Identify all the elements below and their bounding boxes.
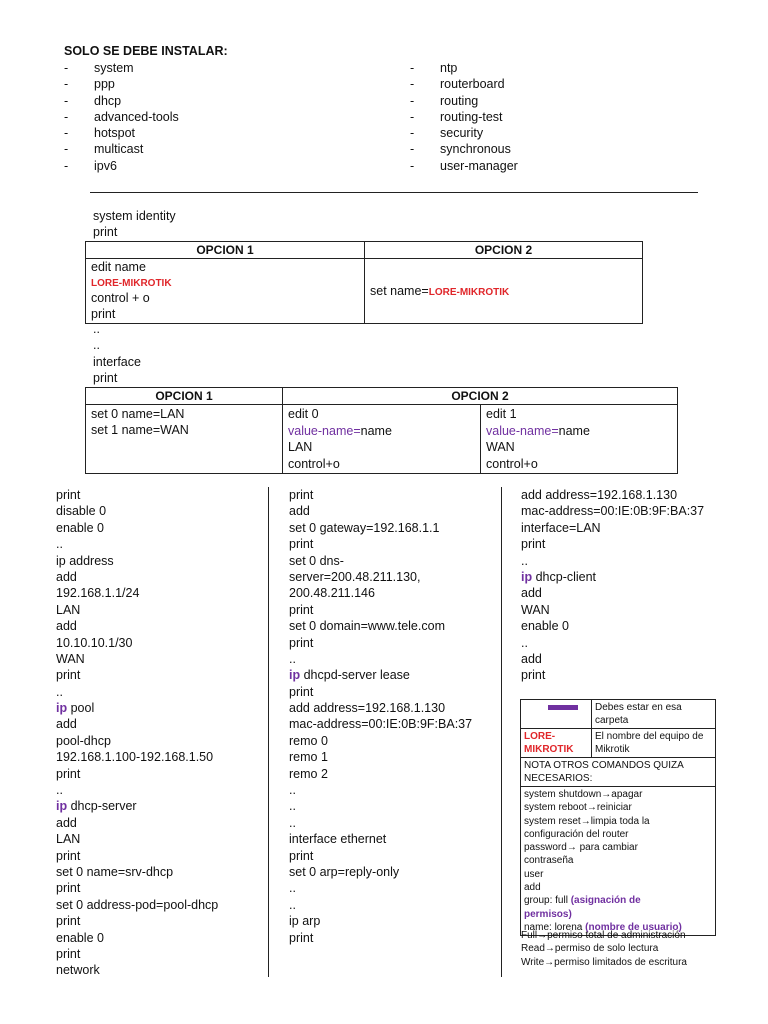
- package-item: - multicast: [64, 142, 144, 157]
- cell-line: control + o: [91, 291, 150, 305]
- command-line: [56, 700, 218, 716]
- command-line: ..: [521, 553, 528, 568]
- command-text: dhcp-client: [532, 569, 597, 584]
- table-header: OPCION 2: [283, 388, 678, 405]
- command-line: mac-address=00:IE:0B:9F:BA:37: [521, 504, 705, 519]
- package-item: - security: [410, 126, 484, 141]
- command-line: print: [56, 766, 81, 781]
- command-line: set 0 arp=reply-only: [289, 864, 400, 879]
- command-line: add address=192.168.1.130: [521, 488, 678, 502]
- command-line: ..: [93, 322, 100, 336]
- command-line: print: [521, 537, 546, 552]
- command-line: add: [521, 651, 542, 666]
- command-line: print: [93, 225, 118, 240]
- command-line: interface ethernet: [289, 832, 387, 847]
- command-line: add: [56, 815, 77, 830]
- notes-table: [520, 699, 716, 936]
- permission-line: Write→permiso limitados de escritura: [521, 956, 687, 968]
- command-line: enable 0: [521, 619, 569, 634]
- device-name-label: LORE-MIKROTIK: [428, 287, 510, 298]
- command-line: print: [56, 668, 81, 683]
- command-line: print: [289, 635, 314, 650]
- command-line: ..: [521, 635, 528, 650]
- command-line: set 0 gateway=192.168.1.1: [289, 520, 440, 535]
- package-item: - routerboard: [410, 77, 505, 92]
- command-line: ip arp: [289, 914, 321, 929]
- note-line: permisos): [524, 908, 572, 920]
- command-line: [521, 569, 704, 585]
- command-line: mac-address=00:IE:0B:9F:BA:37: [289, 717, 473, 732]
- package-item: - synchronous: [410, 142, 511, 157]
- cell-line: set 0 name=LAN: [91, 407, 185, 421]
- command-line: add: [521, 586, 542, 601]
- arrow-icon: →: [566, 842, 577, 854]
- command-line: system identity: [93, 209, 176, 223]
- arrow-icon: →: [580, 815, 591, 827]
- cell-line: value-name=name: [486, 423, 590, 438]
- options-table-identity: [85, 241, 643, 324]
- page-heading: SOLO SE DEBE INSTALAR:: [64, 44, 228, 58]
- note-line: user: [524, 868, 544, 880]
- command-line: 192.168.1.1/24: [56, 586, 140, 601]
- command-line: enable 0: [56, 930, 104, 945]
- command-column-3: [521, 487, 704, 684]
- arrow-icon: →: [537, 930, 548, 941]
- command-line: print: [56, 488, 81, 502]
- command-column-2: [289, 487, 472, 946]
- device-name-label: LORE-MIKROTIK: [91, 277, 172, 289]
- permission-line: Full→permiso total de administración: [521, 930, 686, 941]
- command-line: set 0 dns-: [289, 553, 344, 568]
- column-divider: [501, 487, 502, 977]
- command-line: ip address: [56, 553, 114, 568]
- note-line: password→ para cambiar: [524, 842, 638, 854]
- ip-keyword: ip: [289, 668, 301, 683]
- command-line: ..: [56, 537, 63, 552]
- note-line: add: [524, 882, 541, 894]
- command-line: enable 0: [56, 520, 104, 535]
- table-header: OPCION 1: [86, 242, 365, 259]
- command-text: pool: [67, 701, 95, 716]
- command-line: disable 0: [56, 504, 107, 519]
- command-line: add address=192.168.1.130: [289, 701, 446, 716]
- purple-swatch: [548, 705, 578, 710]
- cell-line: LAN: [288, 440, 313, 454]
- package-item: - routing-test: [410, 109, 503, 124]
- table-cell-option2b: [481, 405, 678, 474]
- cell-line: edit name: [91, 260, 146, 274]
- table-cell-option2a: [283, 405, 481, 474]
- column-divider: [268, 487, 269, 977]
- command-text: dhcp-server: [67, 799, 137, 814]
- command-line: print: [56, 914, 81, 929]
- command-line: 10.10.10.1/30: [56, 635, 133, 650]
- legend-swatch-cell: [521, 700, 592, 729]
- cell-line: set 1 name=WAN: [91, 423, 189, 437]
- notes-commands: [521, 787, 716, 936]
- table-cell-option1: [86, 259, 365, 324]
- command-line: add: [56, 717, 77, 732]
- note-line: system reboot→reiniciar: [524, 802, 632, 814]
- note-line: system shutdown→apagar: [524, 789, 643, 800]
- command-line: [56, 798, 218, 814]
- command-line: add: [56, 619, 77, 634]
- command-column-1: [56, 487, 218, 979]
- notes-header: NOTA OTROS COMANDOS QUIZA NECESARIOS:: [521, 758, 716, 787]
- cell-text: set name=: [370, 284, 429, 298]
- table-header: OPCION 1: [86, 388, 283, 405]
- command-line: 192.168.1.100-192.168.1.50: [56, 750, 214, 765]
- command-line: ..: [289, 881, 296, 896]
- command-line: print: [93, 371, 118, 386]
- command-line: server=200.48.211.130,: [289, 569, 421, 584]
- package-item: - advanced-tools: [64, 109, 179, 124]
- package-item: - user-manager: [410, 158, 518, 173]
- cell-line: print: [91, 306, 116, 321]
- arrow-icon: →: [586, 802, 597, 814]
- cell-line: edit 1: [486, 407, 517, 421]
- command-line: print: [289, 602, 314, 617]
- section-system-identity: [93, 208, 176, 241]
- command-line: print: [289, 930, 314, 945]
- command-line: pool-dhcp: [56, 733, 111, 748]
- note-line: name: lorena (nombre de usuario): [524, 921, 682, 933]
- command-line: network: [56, 963, 100, 978]
- table-cell-option2: [365, 259, 643, 324]
- command-line: print: [56, 946, 81, 961]
- command-line: set 0 address-pod=pool-dhcp: [56, 897, 219, 912]
- note-line: system reset→limpia toda la: [524, 815, 650, 827]
- command-line: set 0 name=srv-dhcp: [56, 864, 174, 879]
- ip-keyword: ip: [56, 799, 68, 814]
- command-line: print: [289, 488, 314, 502]
- command-line: print: [56, 881, 81, 896]
- legend-label: LORE-MIKROTIK: [521, 729, 592, 758]
- cell-line: control+o: [288, 456, 340, 471]
- package-list-right: [410, 60, 518, 174]
- cell-line: WAN: [486, 440, 515, 454]
- command-line: 200.48.211.146: [289, 586, 375, 601]
- note-line: contraseña: [524, 855, 574, 867]
- options-table-interface: [85, 387, 678, 474]
- cell-line: value-name=name: [288, 423, 392, 438]
- command-line: interface: [93, 354, 141, 369]
- table-cell-option1: [86, 405, 283, 474]
- permission-line: Read→permiso de solo lectura: [521, 943, 659, 955]
- ip-keyword: ip: [56, 701, 68, 716]
- command-line: print: [56, 848, 81, 863]
- command-line: ..: [56, 684, 63, 699]
- command-line: WAN: [56, 651, 85, 666]
- permissions-list: [521, 929, 687, 969]
- command-line: ..: [289, 799, 296, 814]
- package-item: - ppp: [64, 77, 115, 92]
- command-line: print: [521, 668, 546, 683]
- package-item: - ipv6: [64, 158, 117, 173]
- note-line: configuración del router: [524, 828, 629, 840]
- command-line: WAN: [521, 602, 550, 617]
- section-interface: [93, 321, 141, 387]
- ip-keyword: ip: [521, 569, 533, 584]
- command-line: ..: [289, 783, 296, 798]
- package-item: - routing: [410, 93, 479, 108]
- command-line: ..: [289, 815, 296, 830]
- package-item: - hotspot: [64, 126, 136, 141]
- package-item: - ntp: [410, 61, 458, 75]
- command-line: ..: [289, 897, 296, 912]
- command-line: add: [289, 504, 310, 519]
- command-line: print: [289, 684, 314, 699]
- arrow-icon: →: [601, 789, 612, 800]
- table-header: OPCION 2: [365, 242, 643, 259]
- command-line: print: [289, 537, 314, 552]
- command-line: ..: [56, 783, 63, 798]
- command-line: add: [56, 569, 77, 584]
- cell-line: edit 0: [288, 407, 319, 421]
- command-line: ..: [93, 338, 100, 353]
- command-line: interface=LAN: [521, 520, 601, 535]
- command-line: ..: [289, 651, 296, 666]
- legend-text: El nombre del equipo de Mikrotik: [592, 729, 716, 758]
- command-line: LAN: [56, 602, 81, 617]
- command-line: remo 0: [289, 733, 328, 748]
- legend-text: Debes estar en esa carpeta: [592, 700, 716, 729]
- package-item: - dhcp: [64, 93, 122, 108]
- command-line: remo 2: [289, 766, 328, 781]
- command-line: print: [289, 848, 314, 863]
- command-line: LAN: [56, 832, 81, 847]
- package-item: - system: [64, 61, 134, 75]
- command-line: set 0 domain=www.tele.com: [289, 619, 445, 634]
- cell-line: control+o: [486, 456, 538, 471]
- arrow-icon: →: [544, 956, 555, 968]
- arrow-icon: →: [544, 943, 555, 955]
- command-line: [289, 667, 472, 683]
- horizontal-divider: [90, 192, 698, 193]
- command-text: dhcpd-server lease: [300, 668, 410, 683]
- note-line: group: full (asignación de: [524, 895, 641, 907]
- package-list-left: [64, 60, 179, 174]
- command-line: remo 1: [289, 750, 328, 765]
